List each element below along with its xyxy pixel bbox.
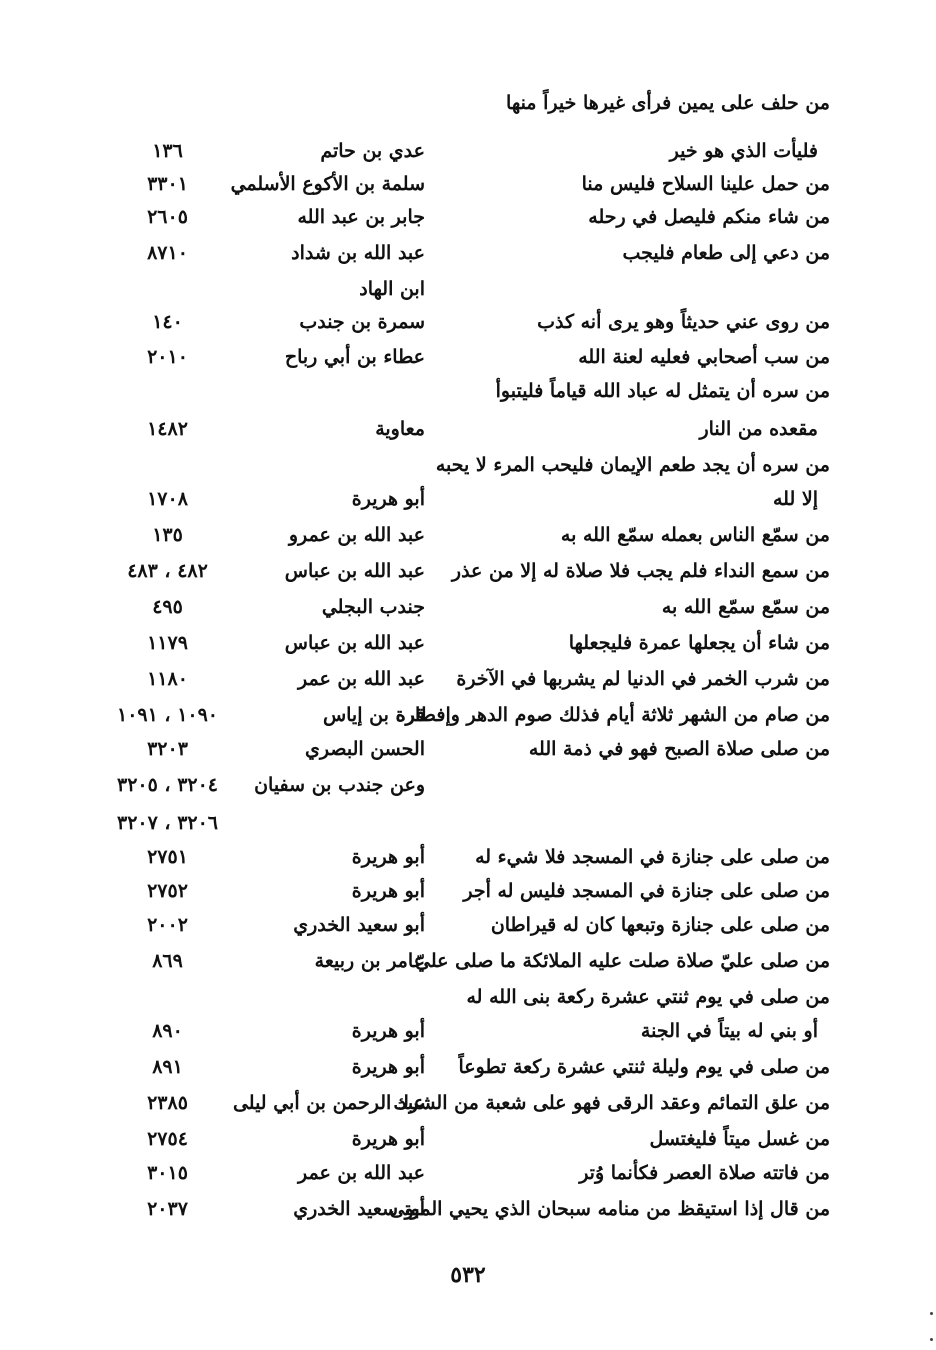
narrator-name: عبد الله بن عمر — [298, 1162, 425, 1184]
hadith-text: إلا لله — [773, 488, 818, 510]
index-row — [90, 980, 830, 1014]
index-row — [90, 1086, 830, 1120]
index-row — [90, 1192, 830, 1226]
hadith-number: ٣٢٠٣ — [147, 738, 188, 760]
hadith-text: من سره أن يجد طعم الإيمان فليحب المرء لا يحبه — [435, 454, 830, 476]
narrator-name: أبو هريرة — [351, 1128, 425, 1150]
hadith-text: من فاتته صلاة العصر فكأنما وُتر — [579, 1162, 830, 1184]
hadith-number: ٣٢٠٤ ، ٣٢٠٥ — [116, 774, 219, 796]
narrator-name: عبد الرحمن بن أبي ليلى — [232, 1092, 425, 1114]
index-row — [90, 908, 830, 942]
narrator-name: عطاء بن أبي رباح — [284, 346, 425, 368]
hadith-number: ٨٩١ — [152, 1056, 183, 1078]
narrator-name: أبو هريرة — [351, 1056, 425, 1078]
index-row — [90, 1014, 830, 1048]
hadith-text: من علق التمائم وعقد الرقى فهو على شعبة من الشرك — [393, 1092, 830, 1114]
narrator-name: وعن جندب بن سفيان — [254, 774, 425, 796]
index-row — [90, 554, 830, 588]
narrator-name: سمرة بن جندب — [299, 311, 425, 333]
index-row — [90, 732, 830, 766]
hadith-text: فليأت الذي هو خير — [669, 140, 818, 162]
narrator-name: الحسن البصري — [305, 738, 425, 760]
hadith-number: ١٣٦ — [152, 140, 183, 162]
hadith-number: ٢٠٣٧ — [147, 1198, 188, 1220]
hadith-text: من صلى صلاة الصبح فهو في ذمة الله — [528, 738, 830, 760]
index-row — [90, 662, 830, 696]
hadith-text: من حلف على يمين فرأى غيرها خيراً منها — [506, 92, 830, 114]
hadith-number: ٢٧٥٢ — [147, 880, 188, 902]
hadith-text: أو بني له بيتاً في الجنة — [640, 1020, 818, 1042]
narrator-name: ابن الهاد — [359, 278, 425, 300]
hadith-number: ١٠٩٠ ، ١٠٩١ — [116, 704, 219, 726]
index-row — [90, 518, 830, 552]
narrator-name: جندب البجلي — [321, 596, 425, 618]
hadith-text: من سمع النداء فلم يجب فلا صلاة له إلا من عذر — [451, 560, 830, 582]
narrator-name: أبو سعيد الخدري — [293, 914, 425, 936]
hadith-number: ٣٠١٥ — [147, 1162, 188, 1184]
narrator-name: عامر بن ربيعة — [314, 950, 425, 972]
hadith-number: ٨٩٠ — [152, 1020, 183, 1042]
hadith-number: ٢٠٠٢ — [147, 914, 188, 936]
index-row — [90, 374, 830, 408]
narrator-name: أبو هريرة — [351, 1020, 425, 1042]
narrator-name: عبد الله بن عمرو — [288, 524, 425, 546]
index-row — [90, 134, 830, 168]
index-row — [90, 1122, 830, 1156]
index-row — [90, 944, 830, 978]
hadith-text: من دعي إلى طعام فليجب — [622, 242, 830, 264]
hadith-text: من سمّع الناس بعمله سمّع الله به — [560, 524, 830, 546]
hadith-number: ١١٨٠ — [147, 668, 188, 690]
narrator-name: عبد الله بن عمر — [298, 668, 425, 690]
narrator-name: أبو هريرة — [351, 880, 425, 902]
index-row — [90, 590, 830, 624]
hadith-text: من غسل ميتاً فليغتسل — [649, 1128, 830, 1150]
index-row — [90, 448, 830, 482]
narrator-name: أبو هريرة — [351, 488, 425, 510]
hadith-text: من شرب الخمر في الدنيا لم يشربها في الآخرة — [456, 668, 830, 690]
narrator-name: معاوية — [375, 418, 425, 440]
hadith-number: ٢٧٥١ — [147, 846, 188, 868]
index-row — [90, 806, 830, 840]
hadith-number: ١٤٨٢ — [147, 418, 188, 440]
narrator-name: عدي بن حاتم — [320, 140, 425, 162]
hadith-number: ٢٠١٠ — [147, 346, 188, 368]
narrator-name: عبد الله بن عباس — [284, 560, 425, 582]
narrator-name: قرة بن إياس — [322, 704, 425, 726]
hadith-text: من سب أصحابي فعليه لعنة الله — [578, 346, 830, 368]
hadith-text: من صام من الشهر ثلاثة أيام فذلك صوم الدهر وإفطاره — [395, 704, 830, 726]
narrator-name: سلمة بن الأكوع الأسلمي — [230, 173, 425, 195]
hadith-text: من شاء منكم فليصل في رحله — [588, 206, 830, 228]
index-row — [90, 340, 830, 374]
index-row — [90, 305, 830, 339]
index-row — [90, 768, 830, 802]
scan-speck — [930, 1338, 933, 1341]
hadith-text: من شاء أن يجعلها عمرة فليجعلها — [568, 632, 830, 654]
hadith-number: ٣٣٠١ — [147, 173, 188, 195]
narrator-name: أبو سعيد الخدري — [293, 1198, 425, 1220]
hadith-number: ١٣٥ — [152, 524, 183, 546]
hadith-number: ٣٢٠٦ ، ٣٢٠٧ — [116, 812, 219, 834]
index-row — [90, 86, 830, 120]
hadith-text: من سمّع سمّع الله به — [661, 596, 830, 618]
hadith-number: ١٧٠٨ — [147, 488, 188, 510]
hadith-number: ٨٧١٠ — [147, 242, 188, 264]
hadith-text: من صلى في يوم وليلة ثنتي عشرة ركعة تطوعاً — [458, 1056, 830, 1078]
page-number: ٥٣٢ — [450, 1262, 486, 1288]
hadith-text: من روى عني حديثاً وهو يرى أنه كذب — [537, 311, 830, 333]
hadith-text: من صلى في يوم ثنتي عشرة ركعة بنى الله له — [466, 986, 830, 1008]
hadith-text: من صلى على جنازة وتبعها كان له قيراطان — [490, 914, 830, 936]
hadith-text: من صلى على جنازة في المسجد فليس له أجر — [463, 880, 830, 902]
hadith-number: ٤٨٢ ، ٤٨٣ — [127, 560, 208, 582]
hadith-text: من صلى على جنازة في المسجد فلا شيء له — [475, 846, 830, 868]
index-row — [90, 1156, 830, 1190]
index-row — [90, 167, 830, 201]
index-row — [90, 840, 830, 874]
hadith-text: من حمل علينا السلاح فليس منا — [581, 173, 830, 195]
hadith-text: مقعده من النار — [699, 418, 818, 440]
hadith-number: ١١٧٩ — [147, 632, 188, 654]
index-row — [90, 874, 830, 908]
index-row — [90, 482, 830, 516]
narrator-name: عبد الله بن شداد — [291, 242, 425, 264]
narrator-name: جابر بن عبد الله — [297, 206, 425, 228]
index-row — [90, 1050, 830, 1084]
hadith-number: ٢٧٥٤ — [147, 1128, 188, 1150]
hadith-text: من صلى عليّ صلاة صلت عليه الملائكة ما صلى عليّ — [415, 950, 830, 972]
index-row — [90, 236, 830, 270]
scan-speck — [930, 1312, 933, 1315]
index-row — [90, 626, 830, 660]
hadith-number: ٢٦٠٥ — [147, 206, 188, 228]
narrator-name: أبو هريرة — [351, 846, 425, 868]
narrator-name: عبد الله بن عباس — [284, 632, 425, 654]
index-row — [90, 200, 830, 234]
index-row — [90, 412, 830, 446]
hadith-number: ٨٦٩ — [152, 950, 183, 972]
index-row — [90, 698, 830, 732]
hadith-text: من سره أن يتمثل له عباد الله قياماً فليتبوأ — [495, 380, 830, 402]
hadith-number: ٤٩٥ — [152, 596, 183, 618]
hadith-number: ١٤٠ — [152, 311, 183, 333]
hadith-text: من قال إذا استيقظ من منامه سبحان الذي يحيي الموتى — [389, 1198, 830, 1220]
index-row — [90, 272, 830, 306]
hadith-number: ٢٣٨٥ — [147, 1092, 188, 1114]
